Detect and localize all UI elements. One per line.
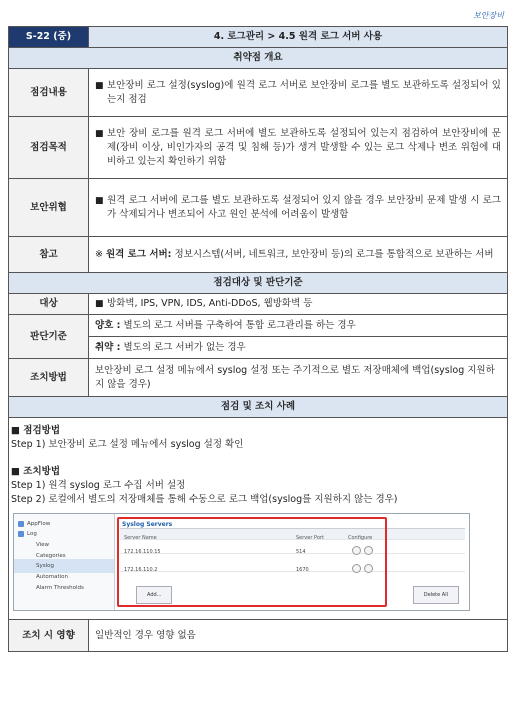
folder-icon [18,521,24,527]
bad-term: 취약 : [95,341,121,353]
folder-icon [18,531,24,537]
fix-method-heading: ■ 조치방법 [11,466,60,477]
tree-item-categories: Categories [36,553,66,559]
tree-item-appflow: AppFlow [18,517,50,531]
label-target: 대상 [9,294,89,315]
nav-tree [14,514,115,610]
item-title: 4. 로그관리 > 4.5 원격 로그 서버 사용 [89,27,508,48]
judgement-good-cell [89,315,508,337]
tree-item-automation: Automation [36,574,69,580]
security-check-table [8,26,508,652]
action-text: 보안장비 로그 설정 메뉴에서 syslog 설정 또는 주기적으로 별도 저장매체에 백업(syslog 지원하지 않을 경우) [95,364,495,390]
judgement-bad-cell [89,337,508,359]
tree-item-log: Log [18,527,37,541]
tree-item-syslog: Syslog [14,559,114,573]
square-bullet-icon: ■ [95,195,104,206]
reference-text: 정보시스템(서버, 네트워크, 보안장비 등)의 로그를 통합적으로 보관하는 서버 [174,248,494,260]
reference-cell [89,237,508,273]
label-action: 조치방법 [9,359,89,397]
target-cell [89,294,508,315]
delete-all-button[interactable]: Delete All [413,586,459,604]
impact-cell [89,620,508,652]
security-threat-text: 원격 로그 서버에 로그를 별도 보관하도록 설정되어 있지 않을 경우 보안장비 문제 발생 시 로그가 삭제되거나 변조되어 사고 원인 분석에 어려움이 발생함 [107,194,501,220]
target-text: 방화벽, IPS, VPN, IDS, Anti-DDoS, 웹방화벽 등 [107,298,313,309]
action-cell [89,359,508,397]
note-mark-icon: ※ [95,248,103,260]
add-server-button[interactable]: Add... [136,586,172,604]
tree-item-alarm-thresholds: Alarm Thresholds [36,585,84,591]
check-content-text: 보안장비 로그 설정(syslog)에 원격 로그 서버로 보안장비 로그를 별도 보관하도록 설정되어 있는지 점검 [107,79,501,105]
label-check-purpose: 점검목적 [9,117,89,179]
check-method-heading: ■ 점검방법 [11,425,60,436]
good-term: 양호 : [95,319,121,331]
reference-term: 원격 로그 서버: [106,248,172,260]
impact-text: 일반적인 경우 영향 없음 [95,629,196,641]
label-reference: 참고 [9,237,89,273]
syslog-panel-title: Syslog Servers [122,521,173,528]
check-purpose-text: 보안 장비 로그를 원격 로그 서버에 별도 보관하도록 설정되어 있는지 점검하여 보안장비에 문제(장비 이상, 비인가자의 공격 및 침해 등)가 생겨 발생할 수 있는 로그 삭제나 변조 위험에 대비하고 있는지 확인하기 위함 [107,127,501,167]
label-check-content: 점검내용 [9,69,89,117]
syslog-table-row: 172.16.110.2 1670 [120,561,465,572]
check-content-cell [89,69,508,117]
section-cases: 점검 및 조치 사례 [9,397,508,418]
check-step: Step 1) 보안장비 로그 설정 메뉴에서 syslog 설정 확인 [11,439,244,450]
tree-item-view: View [36,542,50,548]
label-judgement: 판단기준 [9,315,89,359]
item-id: S-22 (중) [9,27,89,48]
square-bullet-icon: ■ [95,299,104,309]
syslog-table-row: 172.16.110.15 514 [120,543,465,554]
square-bullet-icon: ■ [95,128,104,139]
page-category-tag: 보안장비 [473,11,504,20]
syslog-config-screenshot [13,513,470,611]
check-purpose-cell [89,117,508,179]
fix-step: Step 2) 로컬에서 별도의 저장매체를 통해 수동으로 로그 백업(syslog를 지원하지 않는 경우) [11,494,398,505]
good-text: 별도의 로그 서버를 구축하여 통합 로그관리를 하는 경우 [123,319,356,331]
section-overview: 취약점 개요 [9,48,508,69]
cases-cell [9,418,508,620]
label-security-threat: 보안위협 [9,179,89,237]
syslog-table-header: Server Name Server Port Configure [120,529,465,540]
bad-text: 별도의 로그 서버가 없는 경우 [123,341,246,353]
highlight-box [117,517,387,607]
square-bullet-icon: ■ [95,80,104,91]
security-threat-cell [89,179,508,237]
fix-step: Step 1) 원격 syslog 로그 수집 서버 설정 [11,480,186,491]
section-criteria: 점검대상 및 판단기준 [9,273,508,294]
label-impact: 조치 시 영향 [9,620,89,652]
